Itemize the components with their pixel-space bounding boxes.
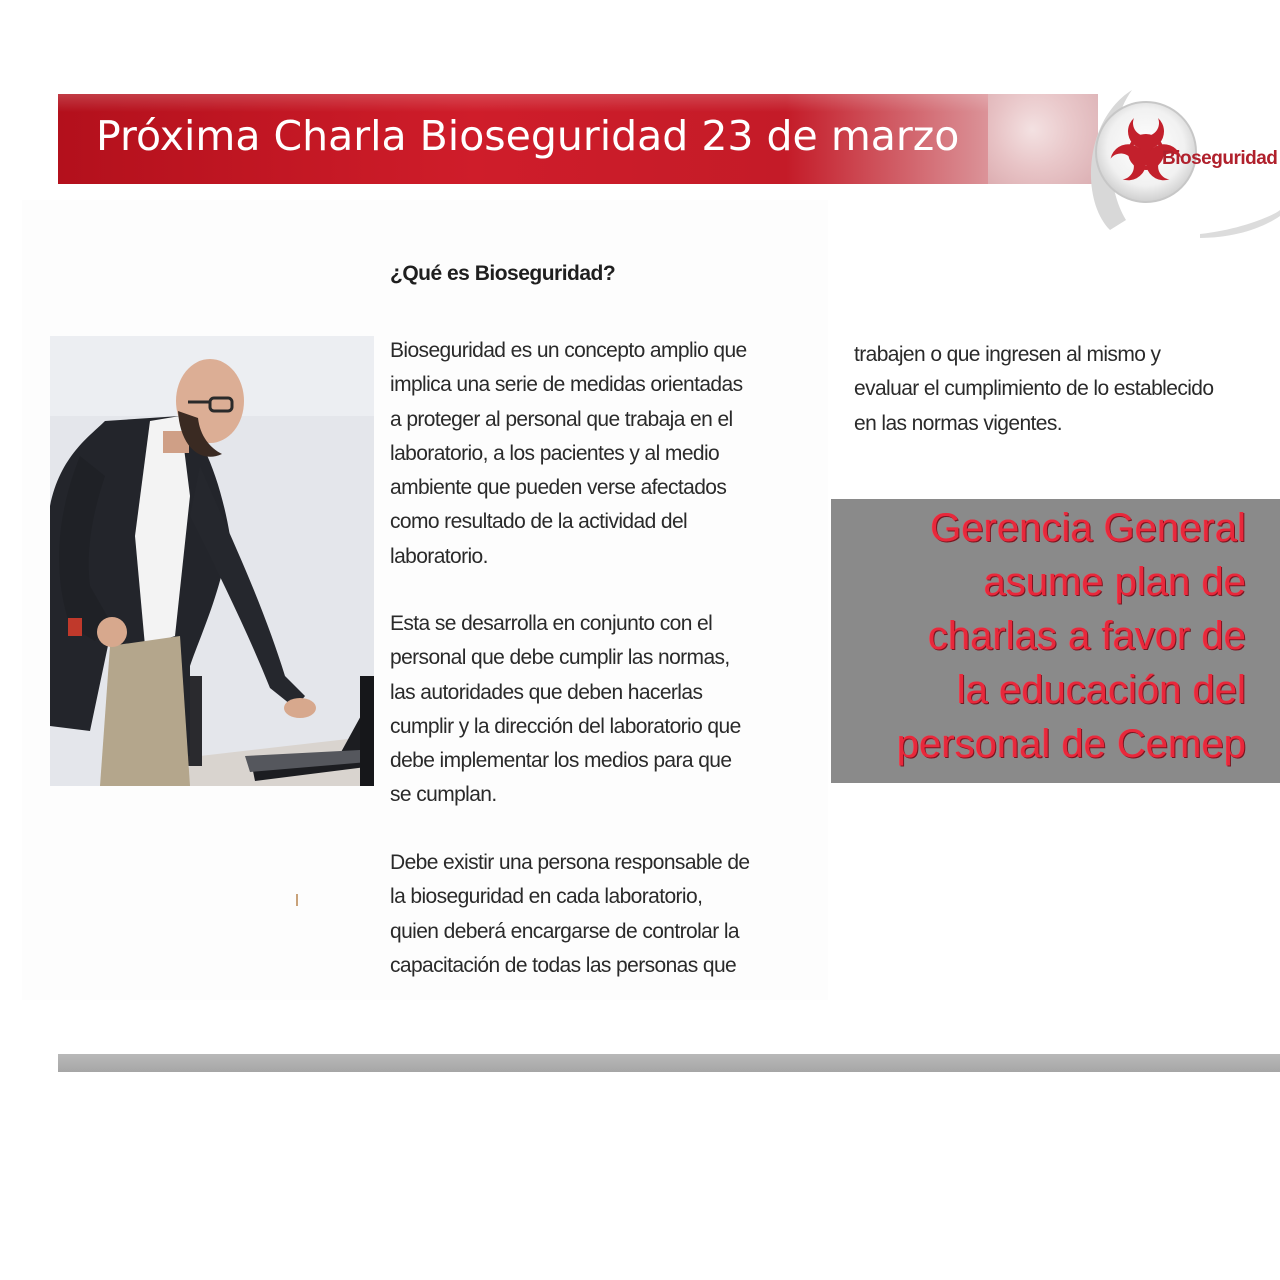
announcement-text (897, 501, 1246, 771)
text-line: laboratorio. (390, 544, 488, 568)
text-line: evaluar el cumplimiento de lo establecido (854, 377, 1214, 401)
text-line: capacitación de todas las personas que (390, 953, 737, 977)
text-line: laboratorio, a los pacientes y al medio (390, 441, 720, 465)
text-line: la bioseguridad en cada laboratorio, (390, 885, 703, 909)
announcement-line: charlas a favor de (928, 614, 1246, 658)
paragraph-3 (390, 846, 800, 983)
man-at-laptop-photo (50, 336, 374, 786)
announcement-box (831, 499, 1280, 783)
article-heading: ¿Qué es Bioseguridad? (390, 262, 616, 285)
text-line: las autoridades que deben hacerlas (390, 680, 703, 704)
announcement-line: personal de Cemep (896, 722, 1246, 766)
text-line: Esta se desarrolla en conjunto con el (390, 612, 713, 635)
announcement-line: Gerencia General (930, 506, 1246, 550)
text-line: Debe existir una persona responsable de (390, 851, 750, 874)
text-line: cumplir y la dirección del laboratorio que (390, 714, 741, 738)
decorative-mark (296, 894, 298, 906)
announcement-line: la educación del (956, 668, 1246, 712)
text-line: Bioseguridad es un concepto amplio que (390, 339, 747, 362)
paragraph-2 (390, 607, 800, 813)
photo-illustration (50, 336, 374, 786)
text-line: personal que debe cumplir las normas, (390, 646, 730, 670)
text-line: debe implementar los medios para que (390, 749, 732, 773)
announcement-line: asume plan de (983, 560, 1246, 604)
text-line: se cumplan. (390, 783, 497, 807)
bottom-divider (58, 1054, 1280, 1072)
text-line: en las normas vigentes. (854, 411, 1062, 435)
bioseguridad-logo (1080, 80, 1280, 240)
paragraph-1 (390, 334, 800, 574)
paragraph-4 (854, 338, 1274, 441)
title-banner (58, 94, 1098, 184)
text-line: implica una serie de medidas orientadas (390, 373, 743, 397)
text-line: quien deberá encargarse de controlar la (390, 919, 740, 943)
text-line: a proteger al personal que trabaja en el (390, 407, 733, 431)
banner-title: Próxima Charla Bioseguridad 23 de marzo (96, 112, 960, 160)
logo-text: Bioseguridad (1162, 148, 1278, 169)
text-line: trabajen o que ingresen al mismo y (854, 343, 1161, 366)
text-line: como resultado de la actividad del (390, 510, 688, 534)
text-line: ambiente que pueden verse afectados (390, 476, 727, 500)
